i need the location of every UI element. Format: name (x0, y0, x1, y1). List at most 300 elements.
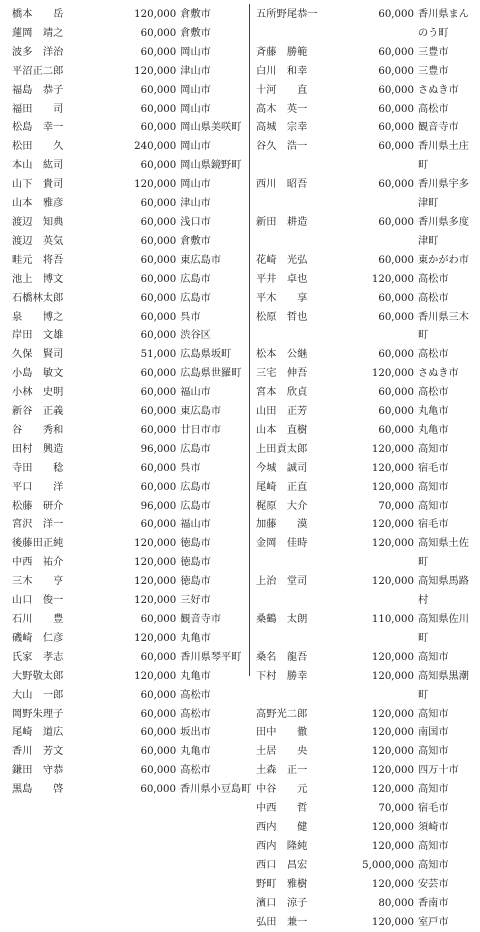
donor-address: 倉敷市 (176, 6, 244, 25)
donation-amount: 60,000 (110, 157, 177, 176)
donor-address: 三豊市 (414, 63, 478, 82)
donor-address: 坂出市 (176, 724, 244, 743)
donor-address: 広島市 (176, 271, 244, 290)
donation-amount: 120,000 (110, 554, 177, 573)
donation-amount: 5,000,000 (348, 857, 414, 876)
list-item (256, 176, 478, 214)
list-item (256, 724, 478, 743)
list-item (256, 365, 478, 384)
list-item (12, 403, 244, 422)
donor-name: 金岡 佳時 (256, 535, 348, 554)
donation-amount: 60,000 (110, 309, 177, 328)
donor-address: 高松市 (176, 762, 244, 781)
donor-name: 中西 哲 (256, 800, 348, 819)
donor-name: 今城 誠司 (256, 460, 348, 479)
donor-name: 平木 享 (256, 290, 348, 309)
list-item (256, 138, 478, 176)
donor-name: 上治 堂司 (256, 573, 348, 592)
donation-amount: 120,000 (348, 876, 414, 895)
donation-amount: 60,000 (348, 138, 414, 157)
donor-address: 東広島市 (176, 252, 244, 271)
donor-address: 高知市 (414, 441, 478, 460)
donor-address: 津山市 (176, 195, 244, 214)
donation-amount: 60,000 (110, 479, 177, 498)
donor-name: 福島 恭子 (12, 82, 110, 101)
donation-amount: 120,000 (348, 706, 414, 725)
list-item (256, 82, 478, 101)
donor-name: 渡辺 英気 (12, 233, 110, 252)
donor-name: 香川 芳文 (12, 743, 110, 762)
donor-name: 三宅 伸吾 (256, 365, 348, 384)
donor-name: 石川 豊 (12, 611, 110, 630)
list-item (12, 649, 244, 668)
donor-address: さぬき市 (414, 82, 478, 101)
list-item (12, 82, 244, 101)
donation-amount: 60,000 (110, 611, 177, 630)
donor-name: 松本 公継 (256, 346, 348, 365)
list-item (12, 346, 244, 365)
list-item (12, 516, 244, 535)
list-item (256, 573, 478, 611)
right-column (256, 6, 478, 932)
donation-amount: 60,000 (110, 403, 177, 422)
list-item (256, 271, 478, 290)
donation-amount: 60,000 (110, 233, 177, 252)
donor-name: 松島 幸一 (12, 119, 110, 138)
donor-name: 五所野尾恭一 (256, 6, 348, 25)
donor-address: 香川県多度津町 (414, 214, 478, 252)
list-item (256, 535, 478, 573)
donor-name: 山本 雅彦 (12, 195, 110, 214)
donor-address: 高松市 (414, 384, 478, 403)
donation-amount: 60,000 (348, 82, 414, 101)
donation-amount: 60,000 (109, 781, 176, 800)
donation-amount: 60,000 (348, 384, 414, 403)
donor-name: 野町 雅樹 (256, 876, 348, 895)
donor-address: 高知市 (414, 479, 478, 498)
donor-name: 尾崎 正直 (256, 479, 348, 498)
donor-name: 弘田 兼一 (256, 914, 348, 932)
donor-address: 浅口市 (176, 214, 244, 233)
list-item (12, 687, 244, 706)
donation-amount: 120,000 (348, 535, 414, 554)
list-item (12, 157, 244, 176)
list-item (256, 914, 478, 932)
donation-amount: 60,000 (110, 516, 177, 535)
donation-amount: 60,000 (348, 119, 414, 138)
list-item (256, 668, 478, 706)
list-item (12, 290, 244, 309)
list-item (256, 384, 478, 403)
donor-name: 加藤 漠 (256, 516, 348, 535)
donor-address: 香川県宇多津町 (414, 176, 478, 214)
donor-address: 高知県馬路村 (414, 573, 478, 611)
donor-name: 山下 貴司 (12, 176, 110, 195)
list-item (256, 460, 478, 479)
donation-amount: 120,000 (110, 592, 177, 611)
donor-address: 倉敷市 (176, 233, 244, 252)
list-item (12, 25, 244, 44)
list-item (256, 422, 478, 441)
donor-address: 香川県琴平町 (176, 649, 244, 668)
donor-address: 南国市 (414, 724, 478, 743)
donor-address: 高知市 (414, 498, 478, 517)
list-item (12, 44, 244, 63)
donor-name: 後藤田正純 (12, 535, 110, 554)
donor-name: 土森 正一 (256, 762, 348, 781)
donor-name: 平沼正二郎 (12, 63, 110, 82)
donor-address: 高知県黒潮町 (414, 668, 478, 706)
donor-name: 山本 直樹 (256, 422, 348, 441)
list-item (256, 63, 478, 82)
donor-name: 小島 敏文 (12, 365, 110, 384)
donor-name: 高野光二郎 (256, 706, 348, 725)
donation-amount: 120,000 (110, 63, 177, 82)
donor-name: 濱口 涼子 (256, 895, 348, 914)
donation-amount: 60,000 (110, 724, 177, 743)
donation-amount: 60,000 (348, 101, 414, 120)
donor-address: 渋谷区 (176, 327, 244, 346)
donor-address: 宿毛市 (414, 516, 478, 535)
donor-address: 丸亀市 (414, 422, 478, 441)
donor-name: 下村 勝幸 (256, 668, 348, 687)
donation-amount: 60,000 (110, 290, 177, 309)
donor-address: 岡山市 (176, 82, 244, 101)
donor-address: 福山市 (176, 384, 244, 403)
donor-name: 高城 宗幸 (256, 119, 348, 138)
donation-amount: 60,000 (110, 422, 177, 441)
donor-address: 観音寺市 (414, 119, 478, 138)
donor-name: 土居 央 (256, 743, 348, 762)
donor-address: 岡山市 (176, 101, 244, 120)
list-item (12, 762, 244, 781)
donation-amount: 120,000 (348, 838, 414, 857)
donation-amount: 240,000 (110, 138, 177, 157)
donation-amount: 60,000 (110, 214, 177, 233)
list-item (12, 422, 244, 441)
donor-name: 白川 和幸 (256, 63, 348, 82)
donation-amount: 120,000 (110, 535, 177, 554)
donor-address: 丸亀市 (176, 630, 244, 649)
donor-name: 田中 徹 (256, 724, 348, 743)
donor-address: 高知県土佐町 (414, 535, 478, 573)
donation-amount: 60,000 (110, 365, 177, 384)
donor-name: 岸田 文雄 (12, 327, 110, 346)
donor-address: 三豊市 (414, 44, 478, 63)
donation-amount: 60,000 (110, 687, 177, 706)
donor-address: 岡山市 (176, 176, 244, 195)
donor-name: 松田 久 (12, 138, 110, 157)
list-item (12, 460, 244, 479)
donor-address: 香川県三木町 (414, 309, 478, 347)
list-item (256, 403, 478, 422)
donor-address: 香川県土庄町 (414, 138, 478, 176)
donor-address: 広島市 (176, 290, 244, 309)
list-item (256, 781, 478, 800)
donation-amount: 120,000 (348, 819, 414, 838)
list-item (256, 857, 478, 876)
donor-address: 高松市 (414, 290, 478, 309)
list-item (256, 252, 478, 271)
donor-address: 広島市 (176, 498, 244, 517)
list-item (12, 724, 244, 743)
donation-amount: 60,000 (348, 403, 414, 422)
donation-amount: 120,000 (110, 573, 177, 592)
donor-name: 新谷 正義 (12, 403, 110, 422)
donor-name: 池上 博文 (12, 271, 110, 290)
donation-amount: 60,000 (348, 309, 414, 328)
donor-address: 広島県世羅町 (176, 365, 244, 384)
donor-name: 谷 秀和 (12, 422, 110, 441)
donation-amount: 120,000 (348, 365, 414, 384)
list-item (256, 516, 478, 535)
list-item (12, 195, 244, 214)
list-item (12, 327, 244, 346)
donor-address: 徳島市 (176, 554, 244, 573)
donor-name: 蓮岡 靖之 (12, 25, 110, 44)
donor-address: 福山市 (176, 516, 244, 535)
donation-amount: 120,000 (110, 630, 177, 649)
donation-amount: 60,000 (110, 119, 177, 138)
list-item (12, 630, 244, 649)
donation-amount: 120,000 (110, 668, 177, 687)
donor-name: 渡辺 知典 (12, 214, 110, 233)
donation-amount: 120,000 (348, 781, 414, 800)
donor-address: 香川県まんのう町 (414, 6, 478, 44)
donation-amount: 60,000 (110, 252, 177, 271)
donor-name: 磯崎 仁彦 (12, 630, 110, 649)
list-item (12, 592, 244, 611)
donation-amount: 120,000 (348, 649, 414, 668)
donor-name: 西内 隆純 (256, 838, 348, 857)
donor-name: 十河 直 (256, 82, 348, 101)
donation-amount: 60,000 (348, 290, 414, 309)
donor-name: 大山 一郎 (12, 687, 110, 706)
donation-amount: 60,000 (110, 706, 177, 725)
donor-name: 畦元 将吾 (12, 252, 110, 271)
donor-address: 岡山市 (176, 138, 244, 157)
donor-name: 尾崎 道広 (12, 724, 110, 743)
donation-amount: 120,000 (110, 176, 177, 195)
donor-name: 宮沢 洋一 (12, 516, 110, 535)
donor-name: 寺田 稔 (12, 460, 110, 479)
donor-name: 平口 洋 (12, 479, 110, 498)
list-item (256, 743, 478, 762)
donor-address: 高知市 (414, 781, 478, 800)
donor-name: 福田 司 (12, 101, 110, 120)
donation-amount: 120,000 (348, 762, 414, 781)
list-item (256, 649, 478, 668)
donor-address: さぬき市 (414, 365, 478, 384)
donor-name: 桑鶴 太朗 (256, 611, 348, 630)
donation-amount: 60,000 (110, 25, 177, 44)
donor-address: 広島市 (176, 441, 244, 460)
donation-amount: 60,000 (348, 214, 414, 233)
list-item (256, 6, 478, 44)
list-item (256, 441, 478, 460)
donor-name: 西内 健 (256, 819, 348, 838)
donation-amount: 96,000 (110, 498, 177, 517)
donor-address: 徳島市 (176, 535, 244, 554)
donation-amount: 60,000 (110, 44, 177, 63)
list-item (12, 554, 244, 573)
donor-address: 香川県小豆島町 (176, 781, 244, 800)
list-item (256, 290, 478, 309)
donor-address: 高知県佐川町 (414, 611, 478, 649)
donation-amount: 120,000 (348, 479, 414, 498)
donor-address: 高松市 (176, 687, 244, 706)
list-item (256, 611, 478, 649)
list-item (256, 762, 478, 781)
donor-address: 須崎市 (414, 819, 478, 838)
donor-address: 高知市 (414, 706, 478, 725)
donation-amount: 96,000 (110, 441, 177, 460)
list-item (12, 535, 244, 554)
donation-amount: 120,000 (348, 271, 414, 290)
donor-address: 東かがわ市 (414, 252, 478, 271)
donor-name: 松原 哲也 (256, 309, 348, 328)
list-item (256, 214, 478, 252)
list-item (12, 365, 244, 384)
list-item (12, 138, 244, 157)
donation-amount: 60,000 (348, 176, 414, 195)
list-item (256, 895, 478, 914)
donor-name: 谷久 浩一 (256, 138, 348, 157)
donor-address: 室戸市 (414, 914, 478, 932)
donor-address: 高松市 (414, 346, 478, 365)
donor-address: 呉市 (176, 460, 244, 479)
donation-amount: 120,000 (348, 914, 414, 932)
list-item (12, 611, 244, 630)
donor-address: 高知市 (414, 838, 478, 857)
donor-name: 石橋林太郎 (12, 290, 110, 309)
list-item (12, 384, 244, 403)
donor-name: 久保 賢司 (12, 346, 110, 365)
donor-address: 廿日市市 (176, 422, 244, 441)
donor-name: 宮本 欣貞 (256, 384, 348, 403)
donor-name: 中谷 元 (256, 781, 348, 800)
donation-amount: 60,000 (110, 649, 177, 668)
list-item (256, 346, 478, 365)
donor-name: 中西 祐介 (12, 554, 110, 573)
donor-name: 波多 洋治 (12, 44, 110, 63)
donor-name: 梶原 大介 (256, 498, 348, 517)
donor-name: 岡野朱理子 (12, 706, 110, 725)
donor-name: 新田 耕造 (256, 214, 348, 233)
donor-address: 高知市 (414, 857, 478, 876)
donation-amount: 60,000 (110, 762, 177, 781)
donor-address: 観音寺市 (176, 611, 244, 630)
donor-address: 宿毛市 (414, 800, 478, 819)
donation-amount: 120,000 (348, 516, 414, 535)
list-item (12, 6, 244, 25)
donor-address: 高松市 (176, 706, 244, 725)
donor-address: 岡山県美咲町 (176, 119, 244, 138)
list-item (12, 668, 244, 687)
list-item (12, 706, 244, 725)
donor-name: 鎌田 守恭 (12, 762, 110, 781)
list-item (12, 498, 244, 517)
donation-amount: 60,000 (110, 101, 177, 120)
donor-address: 広島市 (176, 479, 244, 498)
donor-address: 岡山市 (176, 44, 244, 63)
donation-amount: 60,000 (110, 743, 177, 762)
list-item (12, 309, 244, 328)
donor-name: 西川 昭吾 (256, 176, 348, 195)
donor-name: 山田 正芳 (256, 403, 348, 422)
donation-amount: 60,000 (110, 195, 177, 214)
donor-name: 平井 卓也 (256, 271, 348, 290)
list-item (12, 743, 244, 762)
list-item (256, 800, 478, 819)
list-item (12, 214, 244, 233)
donor-name: 松藤 研介 (12, 498, 110, 517)
donor-address: 東広島市 (176, 403, 244, 422)
donor-address: 宿毛市 (414, 460, 478, 479)
donation-amount: 60,000 (348, 346, 414, 365)
list-item (256, 498, 478, 517)
donor-name: 三木 亨 (12, 573, 110, 592)
donor-name: 大野敬太郎 (12, 668, 110, 687)
donation-amount: 120,000 (348, 724, 414, 743)
donor-address: 高松市 (414, 271, 478, 290)
donor-name: 高木 英一 (256, 101, 348, 120)
donor-address: 呉市 (176, 309, 244, 328)
list-item (12, 479, 244, 498)
donation-amount: 60,000 (110, 82, 177, 101)
donation-amount: 70,000 (348, 800, 414, 819)
donor-address: 安芸市 (414, 876, 478, 895)
donor-address: 高松市 (414, 101, 478, 120)
donation-amount: 120,000 (348, 743, 414, 762)
donor-address: 徳島市 (176, 573, 244, 592)
donation-amount: 120,000 (348, 460, 414, 479)
list-item (12, 441, 244, 460)
donor-name: 橋本 岳 (12, 6, 110, 25)
donor-address: 丸亀市 (414, 403, 478, 422)
donation-amount: 70,000 (348, 498, 414, 517)
list-item (12, 252, 244, 271)
donation-amount: 60,000 (348, 63, 414, 82)
donor-name: 山口 俊一 (12, 592, 110, 611)
list-item (12, 781, 244, 800)
donation-amount: 120,000 (348, 441, 414, 460)
donor-name: 斉藤 勝範 (256, 44, 348, 63)
donation-amount: 120,000 (348, 668, 414, 687)
donor-name: 氏家 孝志 (12, 649, 110, 668)
list-item (256, 101, 478, 120)
donor-address: 高知市 (414, 649, 478, 668)
donor-name: 花崎 光弘 (256, 252, 348, 271)
list-item (256, 309, 478, 347)
donor-address: 四万十市 (414, 762, 478, 781)
list-item (256, 819, 478, 838)
donation-amount: 60,000 (110, 384, 177, 403)
list-item (256, 706, 478, 725)
donor-address: 三好市 (176, 592, 244, 611)
donation-amount: 110,000 (348, 611, 414, 630)
donor-name: 田村 興造 (12, 441, 110, 460)
donor-address: 丸亀市 (176, 743, 244, 762)
donor-address: 広島県坂町 (176, 346, 244, 365)
list-item (12, 271, 244, 290)
donation-amount: 60,000 (110, 460, 177, 479)
list-item (256, 44, 478, 63)
donation-amount: 60,000 (348, 6, 414, 25)
column-divider (249, 4, 250, 676)
donor-name: 西口 昌宏 (256, 857, 348, 876)
donor-name: 小林 史明 (12, 384, 110, 403)
